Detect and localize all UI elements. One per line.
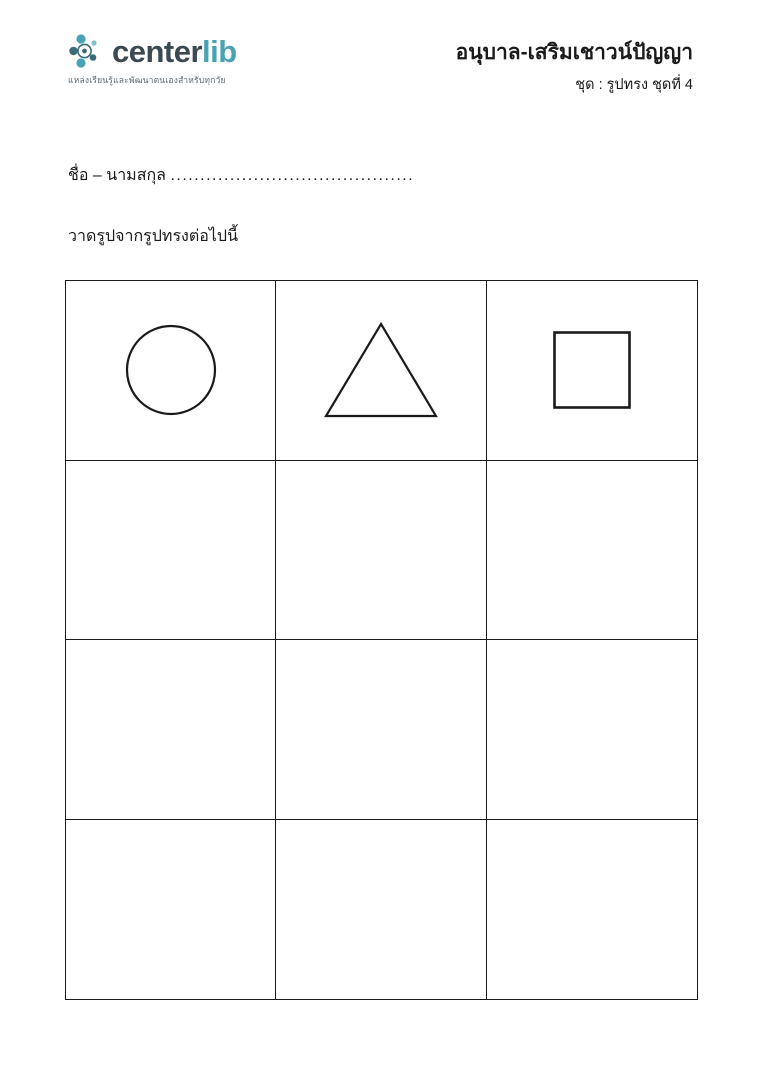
student-name-label: ชื่อ – นามสกุล bbox=[68, 167, 166, 184]
student-name-input[interactable]: ......................................... bbox=[170, 167, 415, 184]
drawing-cell[interactable] bbox=[276, 820, 486, 1000]
drawing-cell[interactable] bbox=[487, 820, 697, 1000]
logo-word-lib: lib bbox=[202, 33, 237, 69]
drawing-cell[interactable] bbox=[66, 461, 276, 641]
logo-tagline: แหล่งเรียนรู้และพัฒนาตนเองสำหรับทุกวัย bbox=[68, 75, 226, 85]
logo-wordmark bbox=[112, 33, 237, 69]
logo-word-center: center bbox=[112, 33, 203, 69]
triangle-shape bbox=[322, 320, 440, 420]
prompt-cell-triangle bbox=[276, 281, 486, 461]
title-block bbox=[456, 40, 693, 96]
circle-shape bbox=[123, 322, 219, 418]
page-title: อนุบาล-เสริมเชาวน์ปัญญา bbox=[455, 41, 693, 64]
drawing-cell[interactable] bbox=[66, 640, 276, 820]
centerlib-dots-logo-icon bbox=[68, 32, 106, 70]
worksheet-grid bbox=[65, 280, 698, 1000]
centerlib-logo bbox=[68, 32, 298, 87]
prompt-cell-square bbox=[487, 281, 697, 461]
drawing-cell[interactable] bbox=[276, 461, 486, 641]
page-subtitle: ชุด : รูปทรง ชุดที่ 4 bbox=[575, 77, 693, 94]
drawing-cell[interactable] bbox=[66, 820, 276, 1000]
drawing-cell[interactable] bbox=[487, 640, 697, 820]
prompt-cell-circle bbox=[66, 281, 276, 461]
instruction-text: วาดรูปจากรูปทรงต่อไปนี้ bbox=[68, 228, 238, 245]
page-header bbox=[0, 24, 763, 114]
drawing-cell[interactable] bbox=[276, 640, 486, 820]
student-name-line bbox=[68, 163, 414, 188]
drawing-cell[interactable] bbox=[487, 461, 697, 641]
square-shape bbox=[552, 330, 632, 410]
